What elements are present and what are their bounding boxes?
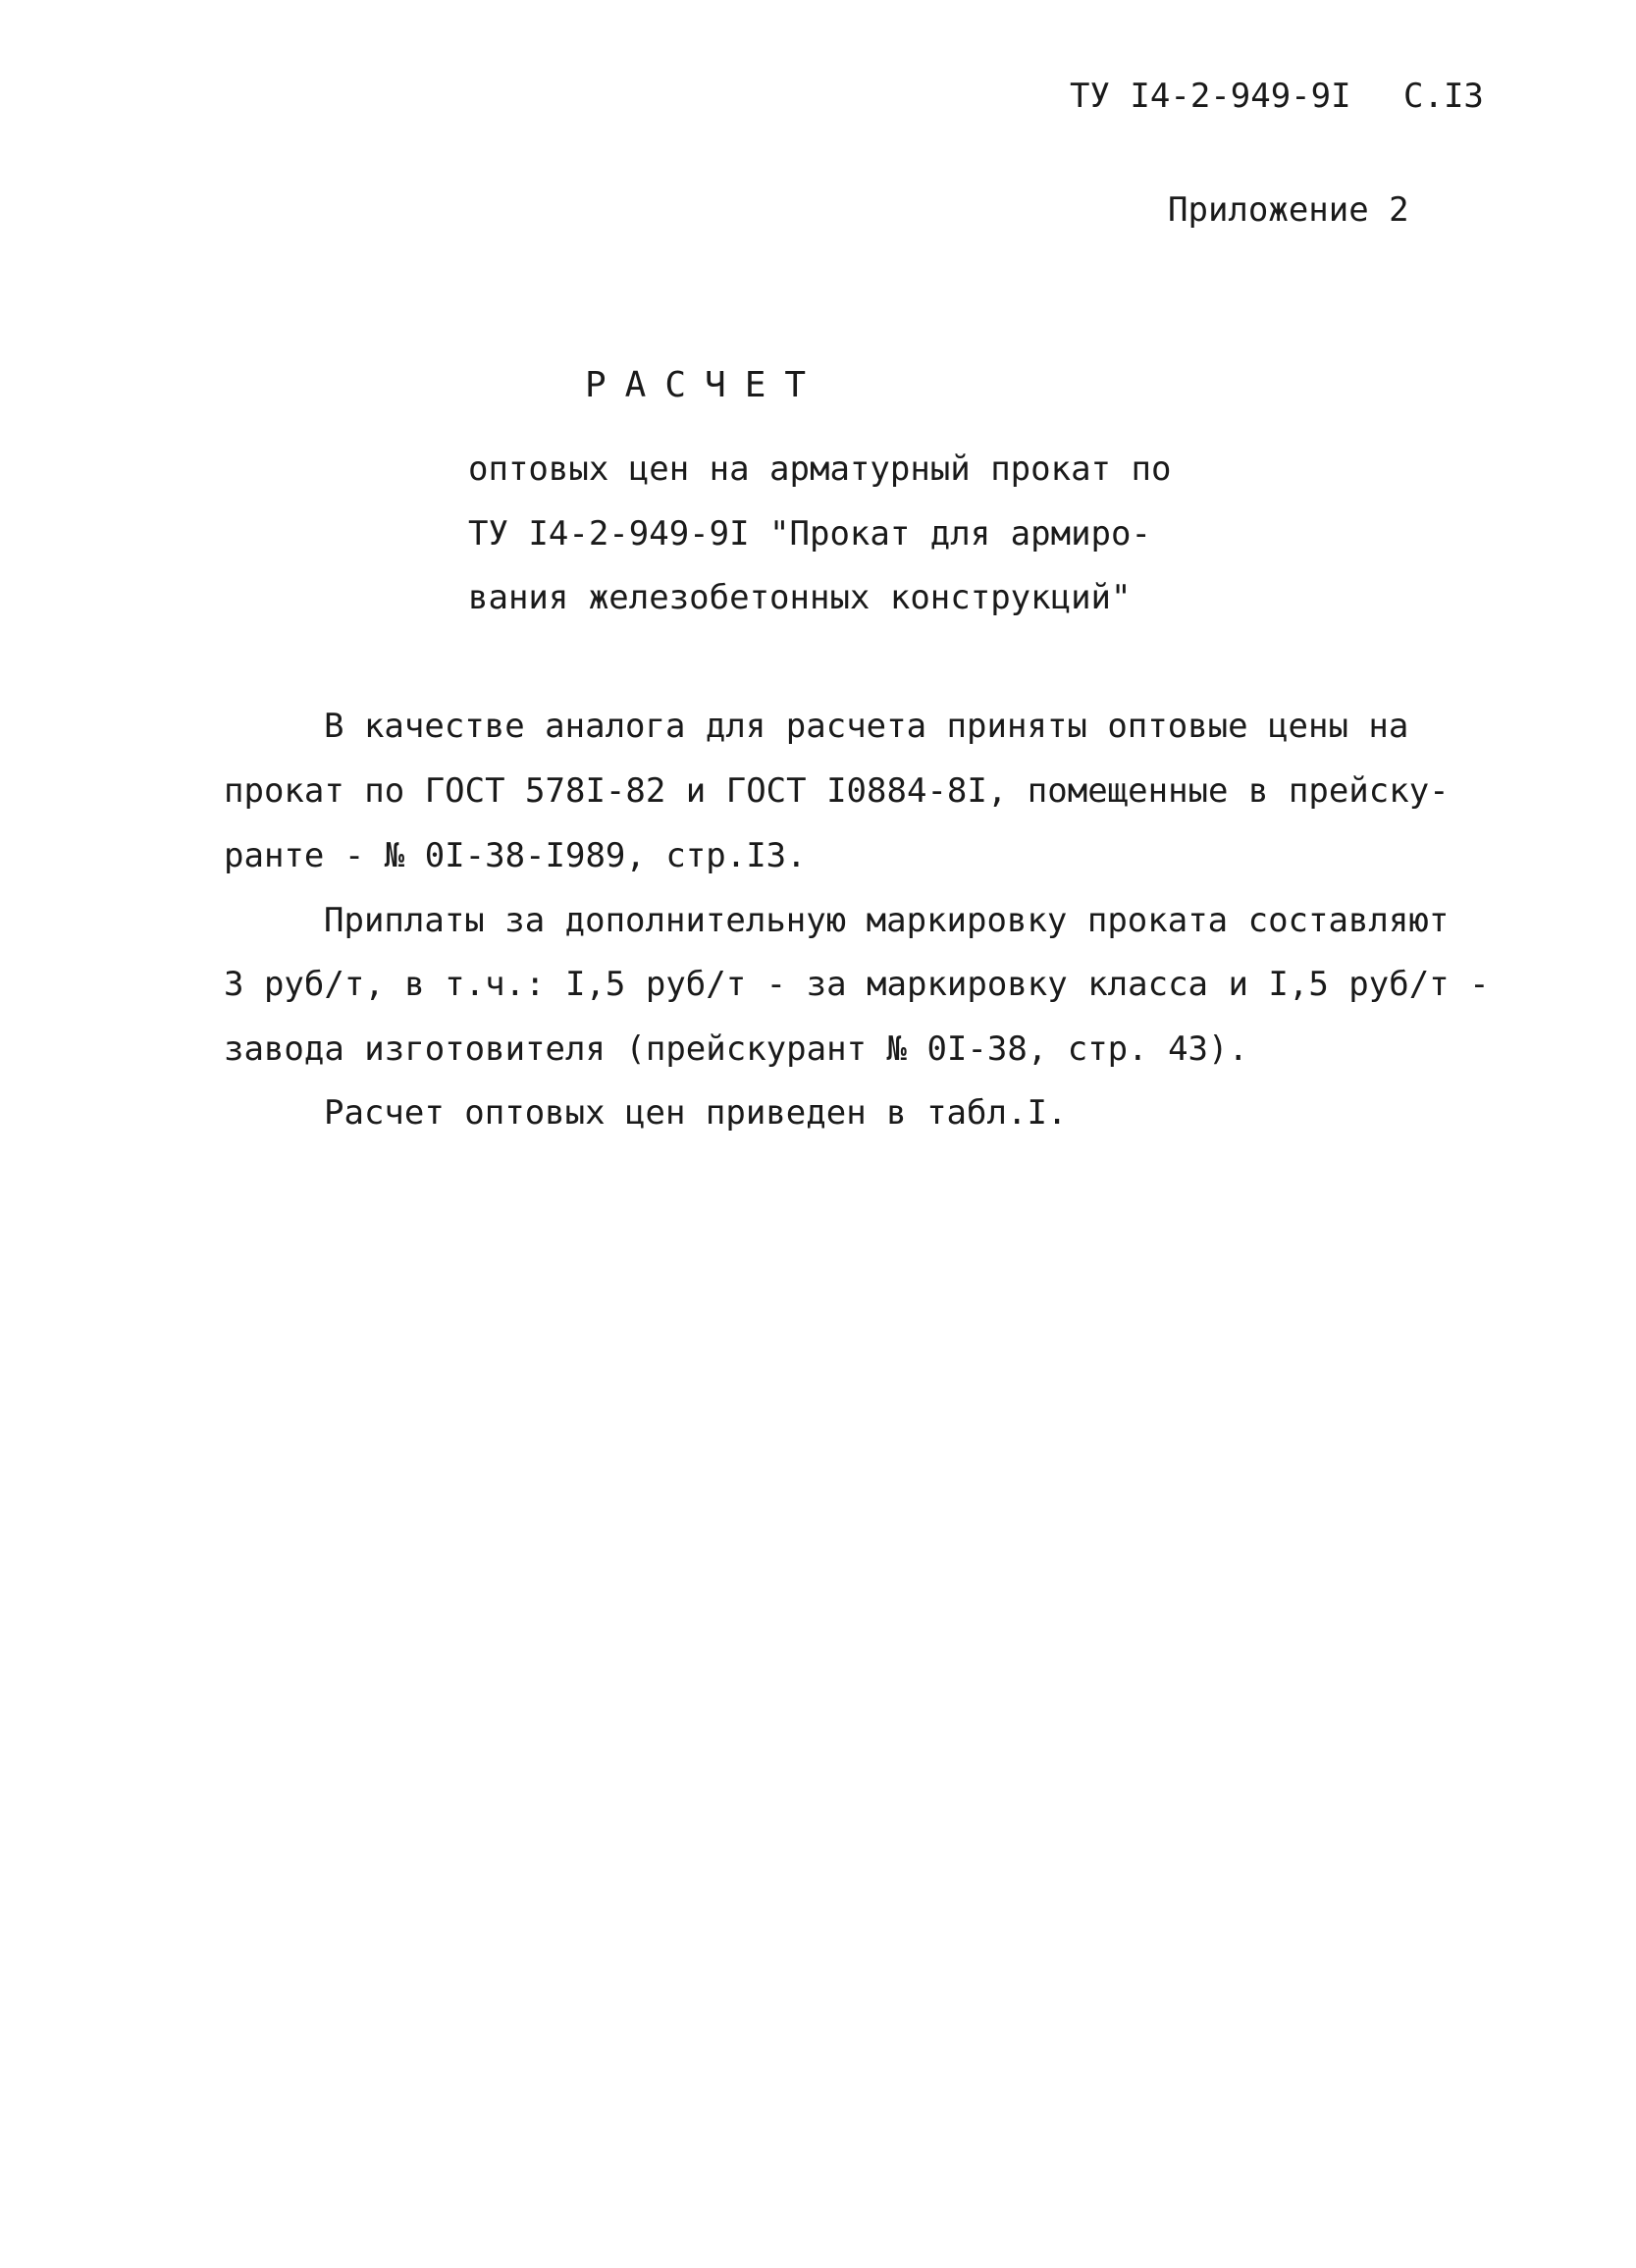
body-line-7: Расчет оптовых цен приведен в табл.I.	[324, 1093, 1068, 1133]
document-title: РАСЧЕТ	[585, 365, 825, 405]
subtitle-line-2: ТУ I4-2-949-9I "Прокат для армиро-	[468, 514, 1151, 554]
page-number: С.I3	[1403, 77, 1484, 116]
body-line-5: 3 руб/т, в т.ч.: I,5 руб/т - за маркировку класса и I,5 руб/т -	[224, 965, 1490, 1004]
document-code: ТУ I4-2-949-9I	[1070, 77, 1351, 116]
body-line-2: прокат по ГОСТ 578I-82 и ГОСТ I0884-8I, помещенные в прейску-	[224, 771, 1450, 811]
subtitle-line-3: вания железобетонных конструкций"	[468, 578, 1132, 617]
body-line-4: Приплаты за дополнительную маркировку проката составляют	[324, 901, 1450, 940]
appendix-label: Приложение 2	[1168, 190, 1409, 230]
body-line-3: ранте - № 0I-38-I989, стр.I3.	[224, 836, 807, 875]
subtitle-line-1: оптовых цен на арматурный прокат по	[468, 449, 1172, 489]
body-line-6: завода изготовителя (прейскурант № 0I-38, стр. 43).	[224, 1029, 1248, 1069]
body-line-1: В качестве аналога для расчета приняты оптовые цены на	[324, 707, 1409, 746]
